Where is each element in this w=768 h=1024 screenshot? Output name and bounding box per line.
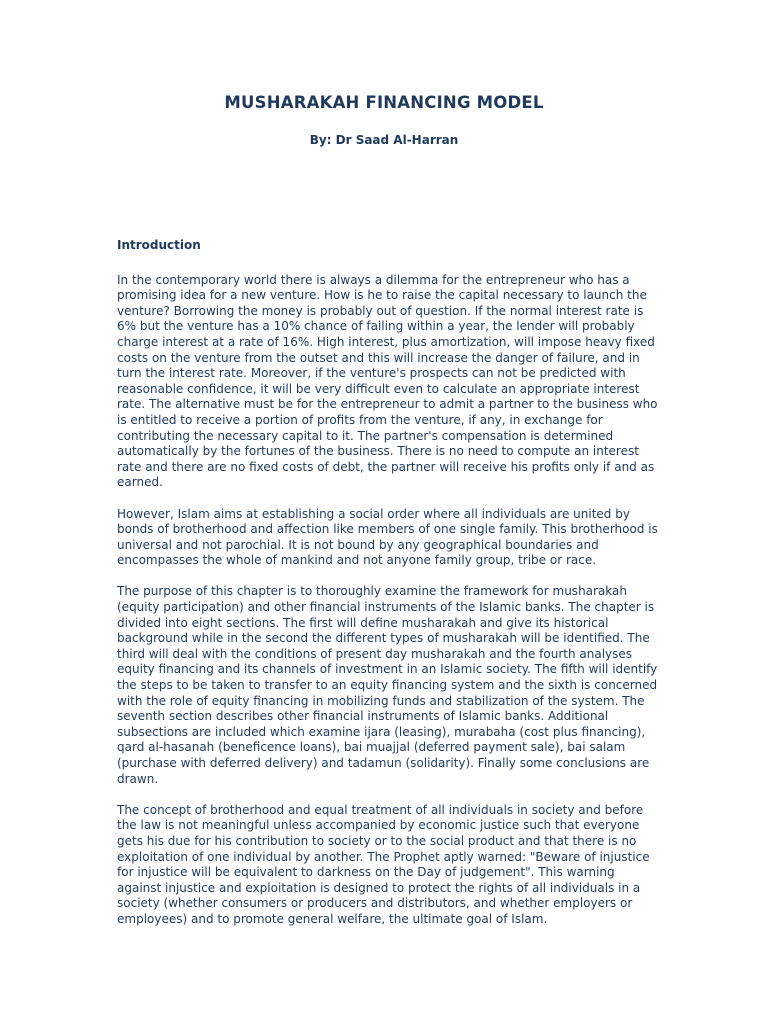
- paragraph-1: In the contemporary world there is always a dilemma for the entrepreneur who has a promising idea for a new venture. How is he to raise the capital necessary to launch the venture? Borrowing the money is probably out of question. If the normal interest rate is 6% but the venture has a 10% chance of failing within a year, the lender will probably charge interest at a rate of 16%. High interest, plus amortization, will impose heavy fixed costs on the venture from the outset and this will increase the danger of failure, and in turn the interest rate. Moreover, if the venture's prospects can not be predicted with reasonable confidence, it will be very difficult even to calculate an appropriate interest rate. The alternative must be for the entrepreneur to admit a partner to the business who is entitled to receive a portion of profits from the venture, if any, in exchange for contributing the necessary capital to it. The partner's compensation is determined automatically by the fortunes of the business. There is no need to compute an interest rate and there are no fixed costs of debt, the partner will receive his profits only if and as earned.: [117, 272, 658, 490]
- document-body: [117, 238, 662, 943]
- author-byline: By: Dr Saad Al-Harran: [309, 133, 459, 147]
- section-heading-introduction: Introduction: [117, 238, 201, 252]
- paragraph-4: The concept of brotherhood and equal treatment of all individuals in society and before the law is not meaningful unless accompanied by economic justice such that everyone gets his due for his contribution to society or to the social product and that there is no exploitation of one individual by another. The Prophet aptly warned: "Beware of injustice for injustice will be equivalent to darkness on the Day of judgement". This warning against injustice and exploitation is designed to protect the rights of all individuals in a society (whether consumers or producers and distributors, and whether employers or employees) and to promote general welfare, the ultimate goal of Islam.: [117, 802, 650, 926]
- document-title: MUSHARAKAH FINANCING MODEL: [224, 93, 544, 112]
- paragraph-2: However, Islam aims at establishing a social order where all individuals are united by bonds of brotherhood and affection like members of one single family. This brotherhood is universal and not parochial. It is not bound by any geographical boundaries and encompasses the whole of mankind and not anyone family group, tribe or race.: [117, 506, 658, 568]
- paragraph-3: The purpose of this chapter is to thoroughly examine the framework for musharakah (equity participation) and other financial instruments of the Islamic banks. The chapter is divided into eight sections. The first will define musharakah and give its historical background while in the second the different types of musharakah will be identified. The third will deal with the conditions of present day musharakah and the fourth analyses equity financing and its channels of investment in an Islamic society. The fifth will identify the steps to be taken to transfer to an equity financing system and the sixth is concerned with the role of equity financing in mobilizing funds and stabilization of the system. The seventh section describes other financial instruments of Islamic banks. Additional subsections are included which examine ijara (leasing), murabaha (cost plus financing), qard al-hasanah (beneficence loans), bai muajjal (deferred payment sale), bai salam (purchase with deferred delivery) and tadamun (solidarity). Finally some conclusions are drawn.: [117, 584, 658, 786]
